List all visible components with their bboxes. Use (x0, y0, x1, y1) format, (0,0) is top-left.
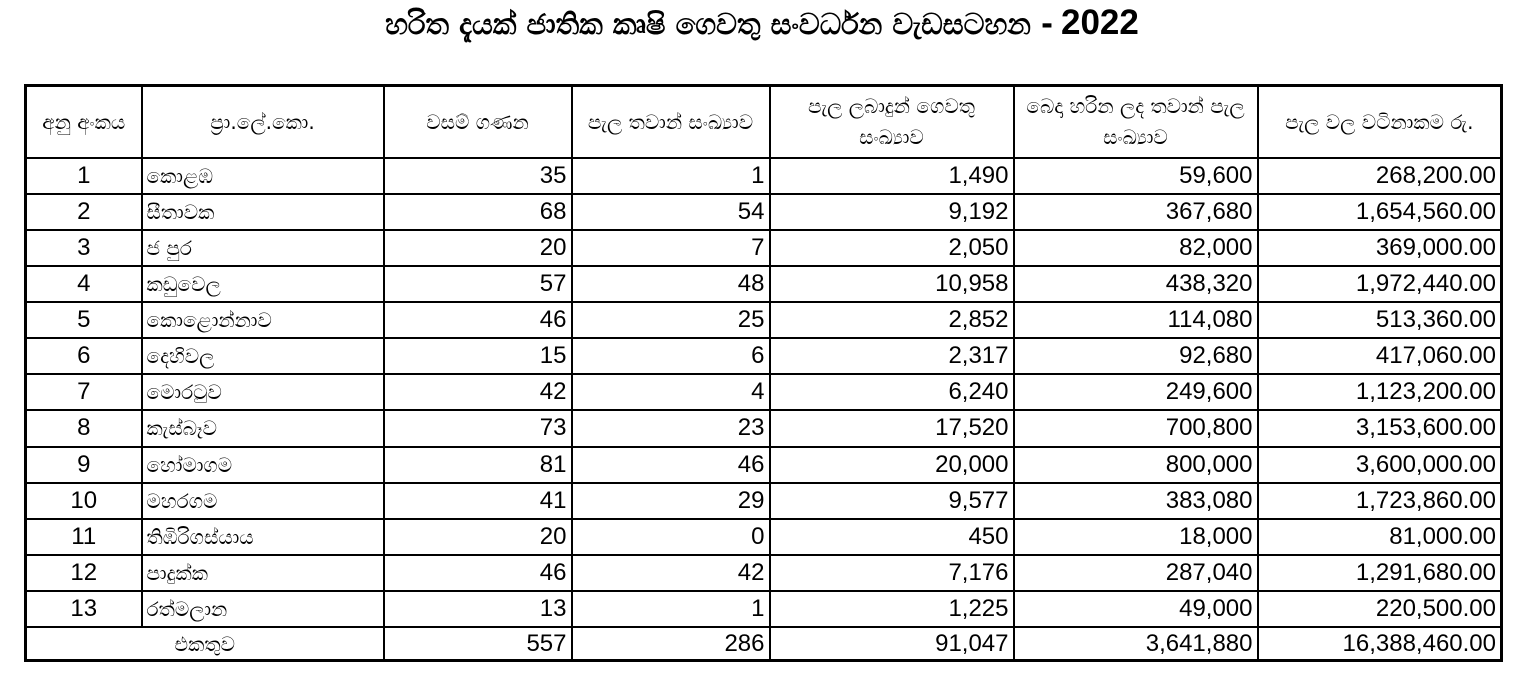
cell-plant-value: 369,000.00 (1258, 230, 1502, 266)
cell-plants-distributed: 383,080 (1014, 483, 1258, 519)
cell-gardens-count: 9,577 (770, 483, 1014, 519)
cell-serial-no: 10 (26, 483, 142, 519)
cell-office: කොළඹ (142, 158, 384, 194)
table-row (26, 158, 1502, 194)
cell-serial-no: 3 (26, 230, 142, 266)
cell-nursery-count: 23 (572, 410, 770, 446)
cell-nursery-count: 1 (572, 158, 770, 194)
cell-domain-count: 46 (384, 302, 572, 338)
total-label: එකතුව (26, 627, 384, 661)
total-row (26, 627, 1502, 661)
cell-plant-value: 3,153,600.00 (1258, 410, 1502, 446)
table-row (26, 194, 1502, 230)
cell-serial-no: 11 (26, 519, 142, 555)
cell-domain-count: 68 (384, 194, 572, 230)
cell-serial-no: 4 (26, 266, 142, 302)
total-plants-distributed: 3,641,880 (1014, 627, 1258, 661)
cell-serial-no: 12 (26, 555, 142, 591)
cell-plants-distributed: 59,600 (1014, 158, 1258, 194)
cell-nursery-count: 46 (572, 447, 770, 483)
header-serial-no: අනු අංකය (26, 86, 142, 159)
cell-plants-distributed: 82,000 (1014, 230, 1258, 266)
cell-gardens-count: 1,225 (770, 591, 1014, 627)
title-text: හරිත දැයක් ජාතික කෘෂි ගෙවතු සංවර්ධන වැඩසටහන - (385, 7, 1053, 41)
cell-domain-count: 35 (384, 158, 572, 194)
cell-plant-value: 268,200.00 (1258, 158, 1502, 194)
table-row (26, 230, 1502, 266)
cell-plant-value: 1,291,680.00 (1258, 555, 1502, 591)
cell-domain-count: 57 (384, 266, 572, 302)
cell-gardens-count: 6,240 (770, 374, 1014, 410)
cell-nursery-count: 1 (572, 591, 770, 627)
cell-office: කැස්බෑව (142, 410, 384, 446)
table-row (26, 302, 1502, 338)
cell-nursery-count: 0 (572, 519, 770, 555)
total-plant-value: 16,388,460.00 (1258, 627, 1502, 661)
cell-plants-distributed: 438,320 (1014, 266, 1258, 302)
header-nursery-count: පැල තවාන් සංඛ්‍යාව (572, 86, 770, 159)
cell-plants-distributed: 49,000 (1014, 591, 1258, 627)
cell-nursery-count: 25 (572, 302, 770, 338)
cell-office: කොළොන්නාව (142, 302, 384, 338)
total-gardens-count: 91,047 (770, 627, 1014, 661)
table-row (26, 410, 1502, 446)
cell-gardens-count: 20,000 (770, 447, 1014, 483)
cell-office: හෝමාගම (142, 447, 384, 483)
cell-domain-count: 41 (384, 483, 572, 519)
cell-domain-count: 42 (384, 374, 572, 410)
cell-plant-value: 417,060.00 (1258, 338, 1502, 374)
cell-nursery-count: 42 (572, 555, 770, 591)
cell-serial-no: 8 (26, 410, 142, 446)
cell-office: මහරගම (142, 483, 384, 519)
cell-nursery-count: 54 (572, 194, 770, 230)
cell-plant-value: 1,723,860.00 (1258, 483, 1502, 519)
cell-office: ජ පුර (142, 230, 384, 266)
cell-plants-distributed: 367,680 (1014, 194, 1258, 230)
header-plants-distributed: බෙදා හරින ලද තවාන් පැල සංඛ්‍යාව (1014, 86, 1258, 159)
cell-serial-no: 1 (26, 158, 142, 194)
cell-nursery-count: 6 (572, 338, 770, 374)
title-year: 2022 (1061, 3, 1139, 42)
cell-plants-distributed: 92,680 (1014, 338, 1258, 374)
cell-plant-value: 1,654,560.00 (1258, 194, 1502, 230)
cell-plant-value: 81,000.00 (1258, 519, 1502, 555)
cell-plant-value: 513,360.00 (1258, 302, 1502, 338)
cell-domain-count: 13 (384, 591, 572, 627)
cell-plants-distributed: 114,080 (1014, 302, 1258, 338)
cell-office: දෙහිවල (142, 338, 384, 374)
header-plant-value: පැල වල වටිනාකම රු. (1258, 86, 1502, 159)
header-domain-count: වසම් ගණන (384, 86, 572, 159)
cell-nursery-count: 4 (572, 374, 770, 410)
cell-domain-count: 20 (384, 230, 572, 266)
garden-program-table (24, 84, 1503, 662)
header-office: ප්‍රා.ලේ.කො. (142, 86, 384, 159)
total-nursery-count: 286 (572, 627, 770, 661)
cell-serial-no: 2 (26, 194, 142, 230)
cell-plants-distributed: 287,040 (1014, 555, 1258, 591)
table-row (26, 266, 1502, 302)
page-title (0, 2, 1524, 45)
cell-domain-count: 73 (384, 410, 572, 446)
cell-serial-no: 5 (26, 302, 142, 338)
cell-plants-distributed: 700,800 (1014, 410, 1258, 446)
cell-plants-distributed: 18,000 (1014, 519, 1258, 555)
cell-nursery-count: 29 (572, 483, 770, 519)
cell-plant-value: 1,972,440.00 (1258, 266, 1502, 302)
cell-gardens-count: 2,852 (770, 302, 1014, 338)
cell-nursery-count: 7 (572, 230, 770, 266)
cell-gardens-count: 1,490 (770, 158, 1014, 194)
cell-office: කඩුවෙල (142, 266, 384, 302)
cell-plants-distributed: 249,600 (1014, 374, 1258, 410)
cell-gardens-count: 17,520 (770, 410, 1014, 446)
cell-serial-no: 6 (26, 338, 142, 374)
table-row (26, 447, 1502, 483)
cell-office: මොරටුව (142, 374, 384, 410)
cell-office: පාදුක්ක (142, 555, 384, 591)
cell-gardens-count: 7,176 (770, 555, 1014, 591)
cell-serial-no: 7 (26, 374, 142, 410)
cell-plants-distributed: 800,000 (1014, 447, 1258, 483)
cell-gardens-count: 450 (770, 519, 1014, 555)
cell-domain-count: 81 (384, 447, 572, 483)
cell-gardens-count: 10,958 (770, 266, 1014, 302)
table-row (26, 555, 1502, 591)
table-row (26, 519, 1502, 555)
cell-gardens-count: 2,050 (770, 230, 1014, 266)
cell-office: සීතාවක (142, 194, 384, 230)
table-row (26, 374, 1502, 410)
total-domain-count: 557 (384, 627, 572, 661)
cell-plant-value: 3,600,000.00 (1258, 447, 1502, 483)
cell-plant-value: 1,123,200.00 (1258, 374, 1502, 410)
table-header-row (26, 86, 1502, 159)
table-row (26, 338, 1502, 374)
cell-nursery-count: 48 (572, 266, 770, 302)
cell-domain-count: 20 (384, 519, 572, 555)
cell-serial-no: 13 (26, 591, 142, 627)
cell-office: රත්මලාන (142, 591, 384, 627)
cell-office: තිඹිරිගස්යාය (142, 519, 384, 555)
cell-serial-no: 9 (26, 447, 142, 483)
cell-domain-count: 46 (384, 555, 572, 591)
table-row (26, 483, 1502, 519)
table-row (26, 591, 1502, 627)
cell-plant-value: 220,500.00 (1258, 591, 1502, 627)
cell-domain-count: 15 (384, 338, 572, 374)
header-gardens-count: පැල ලබාදුන් ගෙවතු සංඛ්‍යාව (770, 86, 1014, 159)
cell-gardens-count: 2,317 (770, 338, 1014, 374)
cell-gardens-count: 9,192 (770, 194, 1014, 230)
